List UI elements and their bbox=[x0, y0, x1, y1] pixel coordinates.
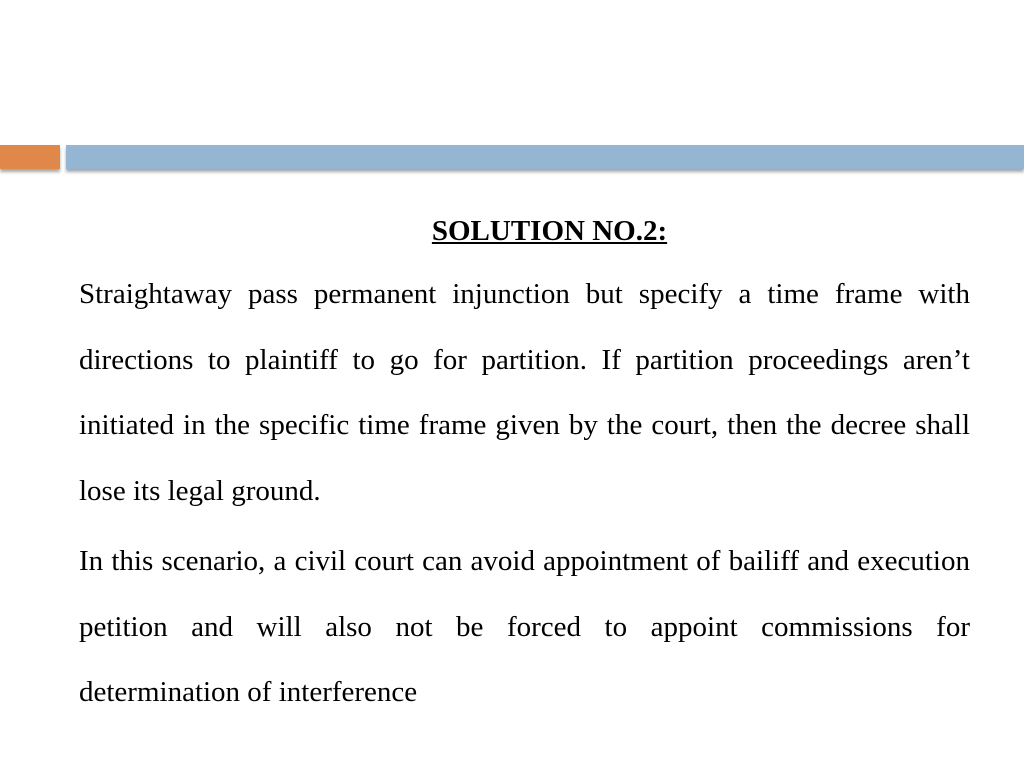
header-banner-bar bbox=[66, 145, 1024, 169]
slide-title: SOLUTION NO.2: bbox=[431, 215, 668, 247]
body-paragraph-2: In this scenario, a civil court can avoid appointment of bailiff and execution petition and will also not be forced to appoint commissions for determination of interference bbox=[79, 545, 970, 708]
accent-bar bbox=[0, 145, 60, 169]
body-paragraph-1: Straightaway pass permanent injunction but specify a time frame with directions to plaintiff to go for partition. If partition proceedings aren’t initiated in the specific time frame given by the court, then the decree shall lose its legal ground. bbox=[79, 278, 970, 507]
slide-content bbox=[79, 208, 970, 731]
